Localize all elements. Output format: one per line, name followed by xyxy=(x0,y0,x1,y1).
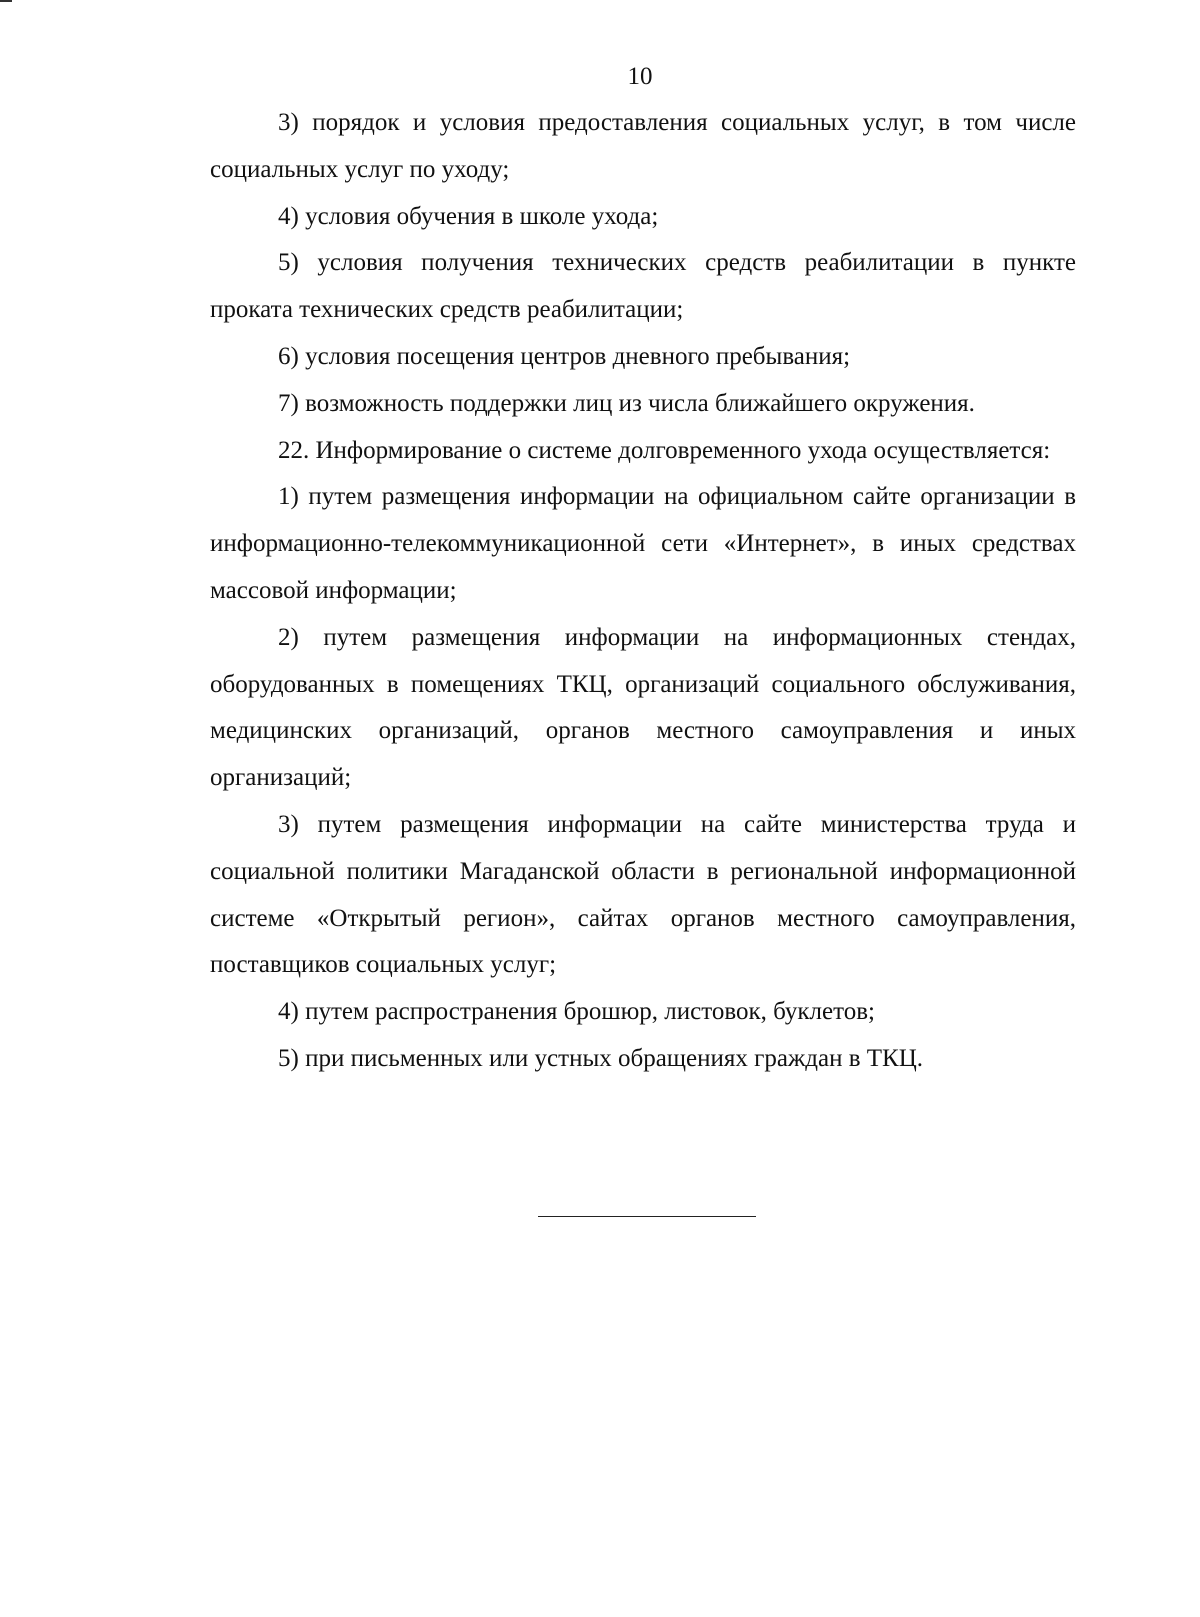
method-4-brochures: 4) путем распространения брошюр, листовок, буклетов; xyxy=(278,998,875,1026)
method-5-appeals: 5) при письменных или устных обращениях граждан в ТКЦ. xyxy=(278,1044,924,1072)
list-item-3-social-services: 3) порядок и условия предоставления социальных услуг, в том числе социальных услуг по уходу; xyxy=(210,109,1076,183)
document-body xyxy=(210,100,1076,1083)
method-3-ministry-site: 3) путем размещения информации на сайте министерства труда и социальной политики Магаданской области в региональной информационной системе «Открытый регион», сайтах органов местного самоуправления, поставщиков социальных услуг; xyxy=(210,810,1076,979)
list-item-7-support: 7) возможность поддержки лиц из числа ближайшего окружения. xyxy=(278,389,975,417)
method-2-stands: 2) путем размещения информации на информационных стендах, оборудованных в помещениях ТКЦ, организаций социального обслуживания, медицинских организаций, органов местного самоуправления и иных организаций; xyxy=(210,623,1076,792)
page-number: 10 xyxy=(627,63,653,90)
list-item-5-rehab-equipment: 5) условия получения технических средств реабилитации в пункте проката технических средств реабилитации; xyxy=(210,249,1076,324)
method-1-website: 1) путем размещения информации на официальном сайте организации в информационно-телекоммуникационной сети «Интернет», в иных средствах массовой информации; xyxy=(210,483,1076,604)
section-22-heading: 22. Информирование о системе долговременного ухода осуществляется: xyxy=(278,436,1051,464)
closing-divider xyxy=(538,1216,756,1217)
list-item-4-care-school: 4) условия обучения в школе ухода; xyxy=(278,202,659,230)
scan-corner-mark xyxy=(0,0,12,2)
list-item-6-day-centers: 6) условия посещения центров дневного пребывания; xyxy=(278,342,851,370)
